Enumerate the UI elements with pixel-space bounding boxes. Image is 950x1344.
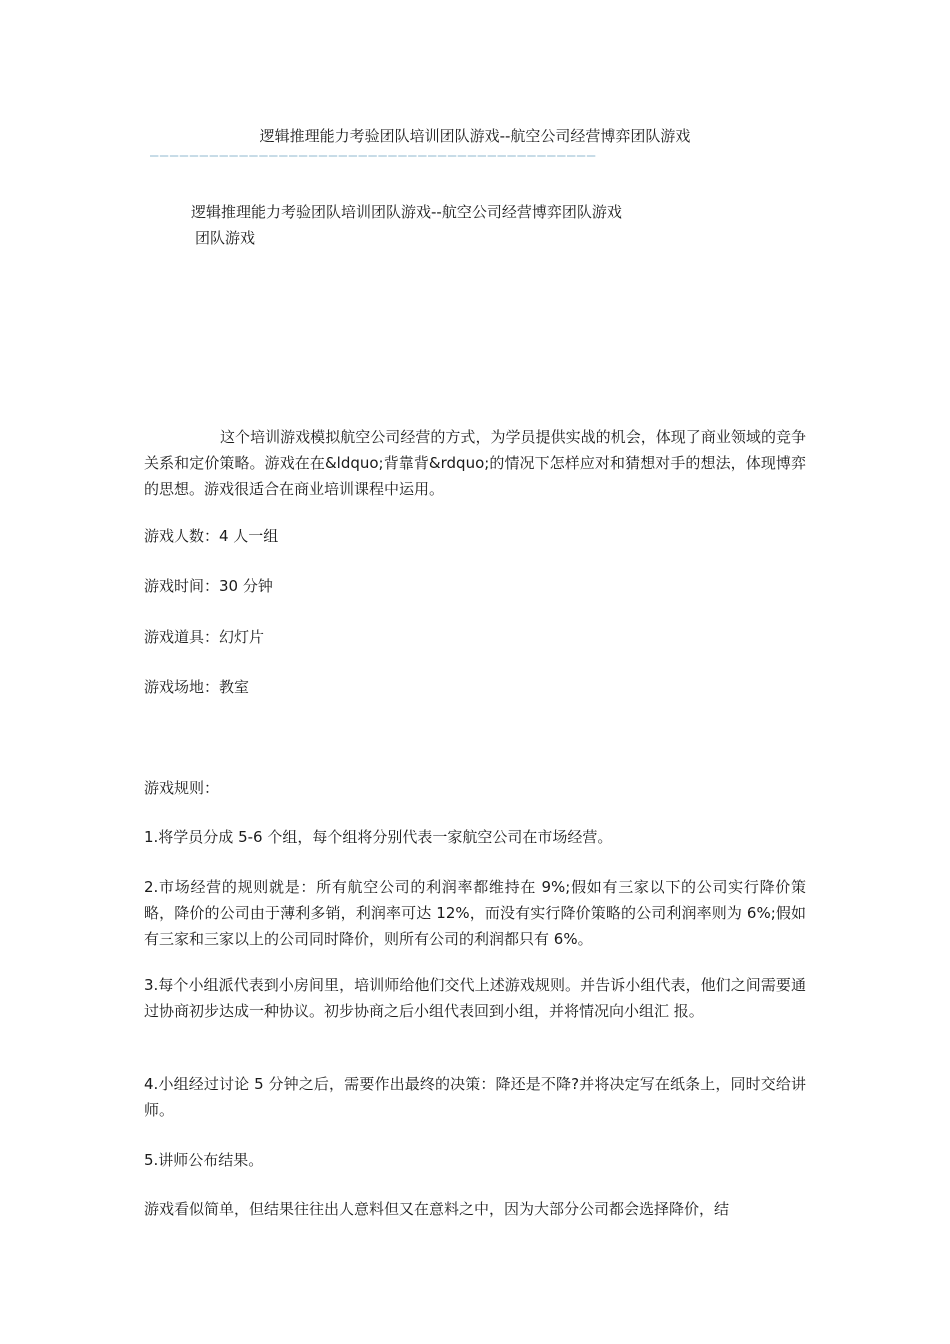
rule-item-5: 5.讲师公布结果。: [144, 1151, 264, 1169]
rules-heading: 游戏规则：: [144, 779, 220, 797]
info-time: 游戏时间：30 分钟: [144, 577, 273, 595]
rule-item-3: 3.每个小组派代表到小房间里，培训师给他们交代上述游戏规则。并告诉小组代表，他们之间需要通过协商初步达成一种协议。初步协商之后小组代表回到小组，并将情况向小组汇 报。: [144, 976, 806, 1020]
info-props: 游戏道具：幻灯片: [144, 628, 265, 646]
closing-paragraph: 游戏看似简单，但结果往往出人意料但又在意料之中，因为大部分公司都会选择降价，结: [144, 1200, 730, 1218]
info-venue: 游戏场地：教室: [144, 678, 250, 696]
rule-item-2: 2.市场经营的规则就是：所有航空公司的利润率都维持在 9%;假如有三家以下的公司实行降价策略，降价的公司由于薄利多销，利润率可达 12%，而没有实行降价策略的公司利润率则为 6%;假如有三家和三家以上的公司同时降价，则所有公司的利润都只有 6%。: [144, 878, 806, 948]
intro-text: 这个培训游戏模拟航空公司经营的方式，为学员提供实战的机会，体现了商业领域的竞争关系和定价策略。游戏在在&ldquo;背靠背&rdquo;的情况下怎样应对和猜想对手的想法，体现博弈的思想。游戏很适合在商业培训课程中运用。: [144, 428, 806, 498]
intro-paragraph: [144, 424, 806, 502]
article-title: 逻辑推理能力考验团队培训团队游戏--航空公司经营博弈团队游戏: [191, 203, 622, 221]
rule-item-1: 1.将学员分成 5-6 个组，每个组将分别代表一家航空公司在市场经营。: [144, 828, 613, 846]
rule-item-4: 4.小组经过讨论 5 分钟之后，需要作出最终的决策：降还是不降?并将决定写在纸条上，同时交给讲师。: [144, 1075, 806, 1119]
header-divider: —————————————————————————————————————————————: [150, 150, 597, 162]
article-category: 团队游戏: [195, 229, 256, 247]
info-people: 游戏人数：4 人一组: [144, 527, 279, 545]
header-title: 逻辑推理能力考验团队培训团队游戏--航空公司经营博弈团队游戏: [259, 127, 691, 145]
